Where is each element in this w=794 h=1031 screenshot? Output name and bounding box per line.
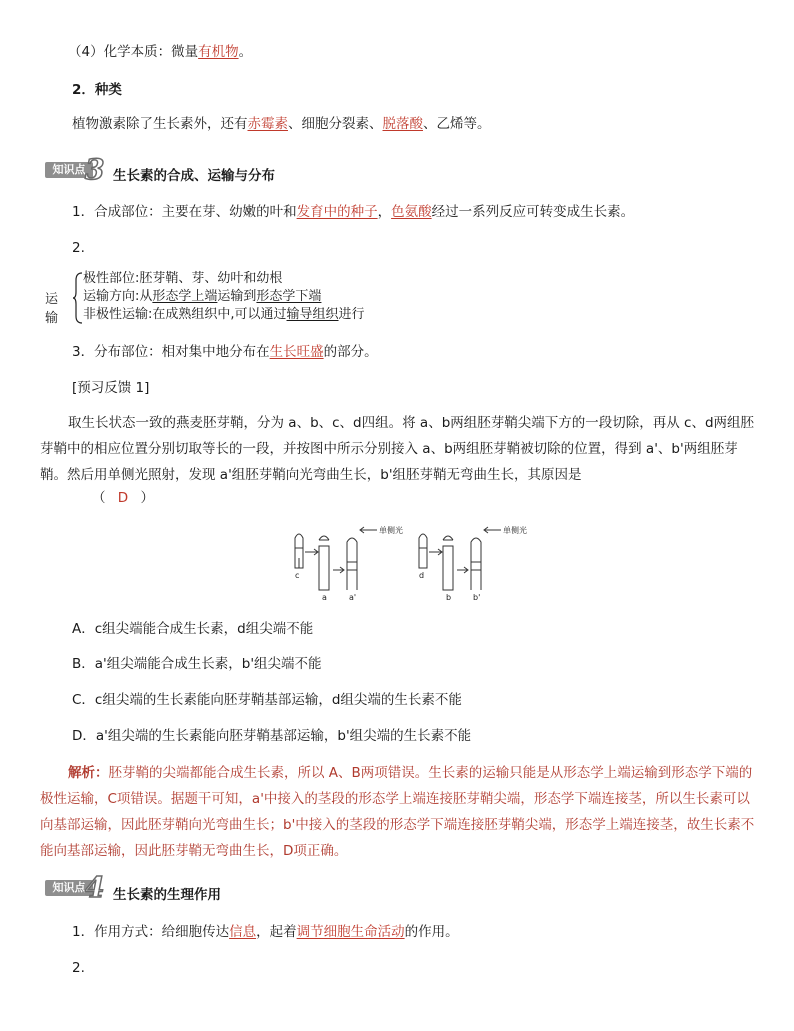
item-2-title: 2．种类 bbox=[72, 82, 122, 98]
label-d: d bbox=[419, 571, 425, 580]
c-tip-shape bbox=[295, 534, 303, 548]
kp3-synthesis-answer-1: 发育中的种子 bbox=[296, 204, 378, 220]
kp4-mode-answer-1: 信息 bbox=[229, 924, 257, 940]
knowledge-point-3-badge bbox=[45, 153, 111, 186]
transport-line-2c: 运输到 bbox=[217, 289, 257, 304]
kp4-mode-answer-2: 调节细胞生命活动 bbox=[296, 924, 405, 940]
b2-coleoptile bbox=[471, 538, 481, 590]
d-tip-shape bbox=[419, 534, 427, 548]
transport-line-3 bbox=[83, 306, 365, 324]
item-4-suffix: 。 bbox=[238, 44, 253, 60]
transport-line-2a: 运输方向:从 bbox=[83, 289, 153, 304]
option-a: A．c组尖端能合成生长素，d组尖端不能 bbox=[72, 621, 314, 637]
badge-number: 3 bbox=[85, 153, 105, 186]
transport-line-3a: 非极性运输:在成熟组织中,可以通过 bbox=[83, 307, 287, 322]
label-c: c bbox=[295, 571, 300, 580]
kp4-title: 生长素的生理作用 bbox=[113, 887, 221, 903]
kinds-prefix: 植物激素除了生长素外，还有 bbox=[72, 116, 248, 132]
b-coleoptile bbox=[443, 546, 453, 590]
answer-line bbox=[92, 488, 154, 508]
kp3-distribution-suffix: 的部分。 bbox=[323, 344, 378, 360]
item-4-text: （4）化学本质：微量 bbox=[68, 44, 199, 60]
kp3-synthesis-answer-2: 色氨酸 bbox=[391, 204, 432, 220]
transport-line-2b: 形态学上端 bbox=[152, 289, 218, 304]
transport-line-2d: 形态学下端 bbox=[256, 289, 322, 304]
item-4-line bbox=[68, 42, 252, 62]
transport-line-1: 极性部位:胚芽鞘、芽、幼叶和幼根 bbox=[83, 271, 283, 286]
a-coleoptile bbox=[319, 546, 329, 590]
kinds-answer-2: 脱落酸 bbox=[382, 116, 423, 132]
light-label-2: 单侧光 bbox=[503, 526, 527, 535]
answer-value: D bbox=[117, 490, 129, 506]
label-b2: b' bbox=[473, 593, 481, 602]
kinds-suffix: 、乙烯等。 bbox=[423, 116, 491, 132]
kp4-item-2: 2. bbox=[72, 960, 85, 976]
transport-lines bbox=[83, 270, 365, 324]
kp4-mode-prefix: 1．作用方式：给细胞传达 bbox=[72, 924, 230, 940]
transport-line-3b: 输导组织 bbox=[286, 307, 339, 322]
light-label-1: 单侧光 bbox=[379, 526, 403, 535]
d-segment bbox=[419, 548, 427, 568]
feedback-label: [预习反馈 1] bbox=[72, 380, 150, 396]
feedback-question: 取生长状态一致的燕麦胚芽鞘，分为 a、b、c、d四组。将 a、b两组胚芽鞘尖端下方的一段切除，再从 c、d两组胚芽鞘中的相应位置分别切取等长的一段，并按图中所示分别接入 a、b两组胚芽鞘被切除的位置，得到 a'、b'两组胚芽鞘。然后用单侧光照射，发现 a'组胚芽鞘向光弯曲生长，b'组胚芽鞘无弯曲生长，其原因是 bbox=[40, 415, 755, 483]
option-c: C．c组尖端的生长素能向胚芽鞘基部运输，d组尖端的生长素不能 bbox=[72, 692, 462, 708]
badge-number: 4 bbox=[85, 871, 105, 904]
brace-icon bbox=[73, 272, 83, 324]
kp3-synthesis-suffix: 经过一系列反应可转变成生长素。 bbox=[431, 204, 635, 220]
kp3-item-2: 2. bbox=[72, 240, 85, 256]
kp4-mode-suffix: 的作用。 bbox=[404, 924, 459, 940]
badge-label: 知识点 bbox=[45, 880, 93, 896]
analysis-text: 胚芽鞘的尖端都能合成生长素，所以 A、B两项错误。生长素的运输只能是从形态学上端运输到形态学下端的极性运输，C项错误。据题干可知，a'中接入的茎段的形态学上端连接胚芽鞘尖端，形态学下端连接茎，所以生长素可以向基部运输，因此胚芽鞘向光弯曲生长；b'中接入的茎段的形态学下端连接胚芽鞘尖端，形态学上端连接茎，故生长素不能向基部运输，因此胚芽鞘无弯曲生长，D项正确。 bbox=[40, 765, 755, 859]
label-a2: a' bbox=[349, 593, 357, 602]
item-4-answer: 有机物 bbox=[198, 44, 239, 60]
transport-line-3c: 进行 bbox=[338, 307, 365, 322]
kp3-synthesis-mid: ， bbox=[377, 204, 392, 220]
kp3-synthesis-prefix: 1．合成部位：主要在芽、幼嫩的叶和 bbox=[72, 204, 297, 220]
answer-open: （ bbox=[92, 490, 106, 506]
a2-coleoptile bbox=[347, 538, 357, 590]
kinds-line bbox=[72, 114, 491, 134]
option-b: B．a'组尖端能合成生长素，b'组尖端不能 bbox=[72, 656, 322, 672]
label-b: b bbox=[446, 593, 452, 602]
kp3-distribution-answer: 生长旺盛 bbox=[269, 344, 324, 360]
badge-label: 知识点 bbox=[45, 162, 93, 178]
kp4-mode-mid: ，起着 bbox=[256, 924, 297, 940]
answer-close: ） bbox=[140, 490, 154, 506]
analysis-label: 解析： bbox=[68, 765, 109, 781]
kp3-distribution-prefix: 3．分布部位：相对集中地分布在 bbox=[72, 344, 270, 360]
kp3-title: 生长素的合成、运输与分布 bbox=[113, 168, 275, 184]
label-a: a bbox=[322, 593, 327, 602]
transport-label: 运输 bbox=[45, 292, 59, 326]
transport-line-2 bbox=[83, 288, 365, 306]
kinds-mid: 、细胞分裂素、 bbox=[288, 116, 383, 132]
knowledge-point-4-badge bbox=[45, 871, 111, 904]
kp4-mode-line bbox=[72, 922, 459, 942]
analysis-block bbox=[40, 760, 760, 864]
coleoptile-figure bbox=[285, 524, 535, 604]
kp3-synthesis-line bbox=[72, 202, 634, 222]
option-d: D．a'组尖端的生长素能向胚芽鞘基部运输，b'组尖端的生长素不能 bbox=[72, 728, 472, 744]
kp3-distribution-line bbox=[72, 342, 378, 362]
kinds-answer-1: 赤霉素 bbox=[247, 116, 288, 132]
